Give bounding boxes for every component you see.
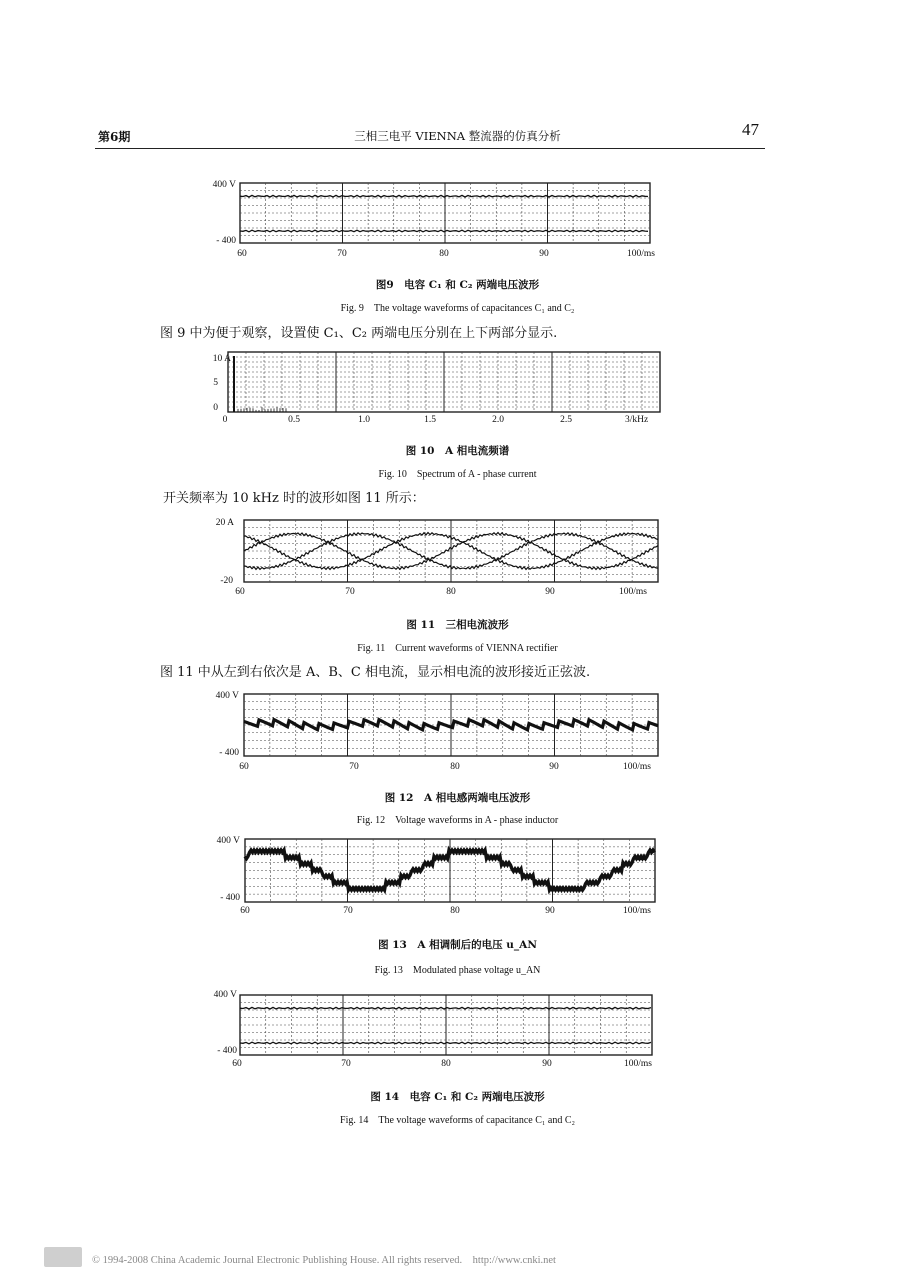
running-title: 三相三电平 VIENNA 整流器的仿真分析 xyxy=(354,129,561,143)
x-tick: 1.5 xyxy=(424,415,436,425)
y-tick-top: 400 V xyxy=(212,180,236,190)
figure-caption-en: Fig. 9 The voltage waveforms of capacitances C₁ and C₂ xyxy=(340,303,575,314)
x-tick: 2.0 xyxy=(492,415,504,425)
fig10-plot xyxy=(228,352,660,412)
page-number: 47 xyxy=(742,120,759,139)
x-tick: 70 xyxy=(337,249,347,259)
x-tick: 60 xyxy=(240,906,250,916)
x-tick: 90 xyxy=(542,1059,552,1069)
x-tick: 0.5 xyxy=(288,415,300,425)
y-tick: 10 A xyxy=(212,354,231,364)
paragraph: 图 11 中从左到右依次是 A、B、C 相电流，显示相电流的波形接近正弦波. xyxy=(160,665,591,680)
header-rule xyxy=(95,148,765,149)
x-unit: 100/ms xyxy=(624,1059,652,1069)
figure-caption-cn: 图9 电容 C₁ 和 C₂ 两端电压波形 xyxy=(375,279,540,291)
figure-caption-cn: 图 11 三相电流波形 xyxy=(406,619,509,631)
fig14-plot xyxy=(240,995,652,1055)
x-tick: 60 xyxy=(235,587,245,597)
x-tick: 70 xyxy=(345,587,355,597)
fig13-plot xyxy=(245,839,655,902)
x-unit: 100/ms xyxy=(627,249,655,259)
cnki-logo xyxy=(44,1247,82,1267)
x-unit: 100/ms xyxy=(623,906,651,916)
x-tick: 90 xyxy=(549,762,559,772)
voltage-trace xyxy=(240,1042,651,1044)
voltage-trace xyxy=(240,195,648,197)
fig12-plot xyxy=(244,694,658,756)
figure-caption-cn: 图 12 A 相电感两端电压波形 xyxy=(384,792,531,804)
y-tick-bottom: - 400 xyxy=(219,748,239,758)
x-unit: 3/kHz xyxy=(625,415,649,425)
x-tick: 80 xyxy=(450,762,460,772)
paragraph: 开关频率为 10 kHz 时的波形如图 11 所示： xyxy=(163,491,425,506)
figure-caption-en: Fig. 10 Spectrum of A - phase current xyxy=(378,469,537,480)
voltage-trace xyxy=(240,1007,651,1009)
x-tick: 70 xyxy=(343,906,353,916)
x-tick: 80 xyxy=(441,1059,451,1069)
figure-caption-en: Fig. 13 Modulated phase voltage u_AN xyxy=(374,965,541,976)
y-tick-top: 400 V xyxy=(216,836,240,846)
y-tick-bottom: - 400 xyxy=(216,236,236,246)
figure-caption-cn: 图 13 A 相调制后的电压 u_AN xyxy=(378,939,537,951)
x-tick: 70 xyxy=(349,762,359,772)
figure-caption-cn: 图 10 A 相电流频谱 xyxy=(405,445,510,457)
y-tick-bottom: - 400 xyxy=(220,893,240,903)
x-tick: 60 xyxy=(232,1059,242,1069)
figure-caption-en: Fig. 11 Current waveforms of VIENNA rectifier xyxy=(357,643,558,654)
fig9-plot xyxy=(240,183,650,243)
x-tick: 60 xyxy=(239,762,249,772)
paragraph: 图 9 中为便于观察，设置使 C₁、C₂ 两端电压分别在上下两部分显示. xyxy=(160,326,558,341)
issue-number: 第6期 xyxy=(98,130,131,144)
y-tick-bottom: - 400 xyxy=(217,1046,237,1056)
voltage-trace xyxy=(240,230,648,232)
y-tick: 5 xyxy=(213,378,218,388)
y-tick: 0 xyxy=(213,403,218,413)
x-tick: 80 xyxy=(446,587,456,597)
y-tick-top: 20 A xyxy=(215,518,234,528)
fig11-plot xyxy=(244,520,658,582)
figure-caption-en: Fig. 12 Voltage waveforms in A - phase inductor xyxy=(356,815,559,826)
x-tick: 1.0 xyxy=(358,415,370,425)
x-tick: 80 xyxy=(439,249,449,259)
x-tick: 2.5 xyxy=(560,415,572,425)
y-tick-top: 400 V xyxy=(213,990,237,1000)
x-tick: 80 xyxy=(450,906,460,916)
x-tick: 60 xyxy=(237,249,247,259)
x-tick: 90 xyxy=(545,587,555,597)
x-tick: 90 xyxy=(539,249,549,259)
x-unit: 100/ms xyxy=(623,762,651,772)
copyright-footer: © 1994-2008 China Academic Journal Electronic Publishing House. All rights reserved. http://www.cnki.net xyxy=(92,1255,556,1266)
figure-caption-cn: 图 14 电容 C₁ 和 C₂ 两端电压波形 xyxy=(370,1091,545,1103)
figure-caption-en: Fig. 14 The voltage waveforms of capacitance C₁ and C₂ xyxy=(340,1115,575,1126)
x-tick: 70 xyxy=(341,1059,351,1069)
x-unit: 100/ms xyxy=(619,587,647,597)
y-tick-top: 400 V xyxy=(215,691,239,701)
x-tick: 90 xyxy=(545,906,555,916)
x-tick: 0 xyxy=(222,415,228,425)
y-tick-bottom: -20 xyxy=(220,576,233,586)
